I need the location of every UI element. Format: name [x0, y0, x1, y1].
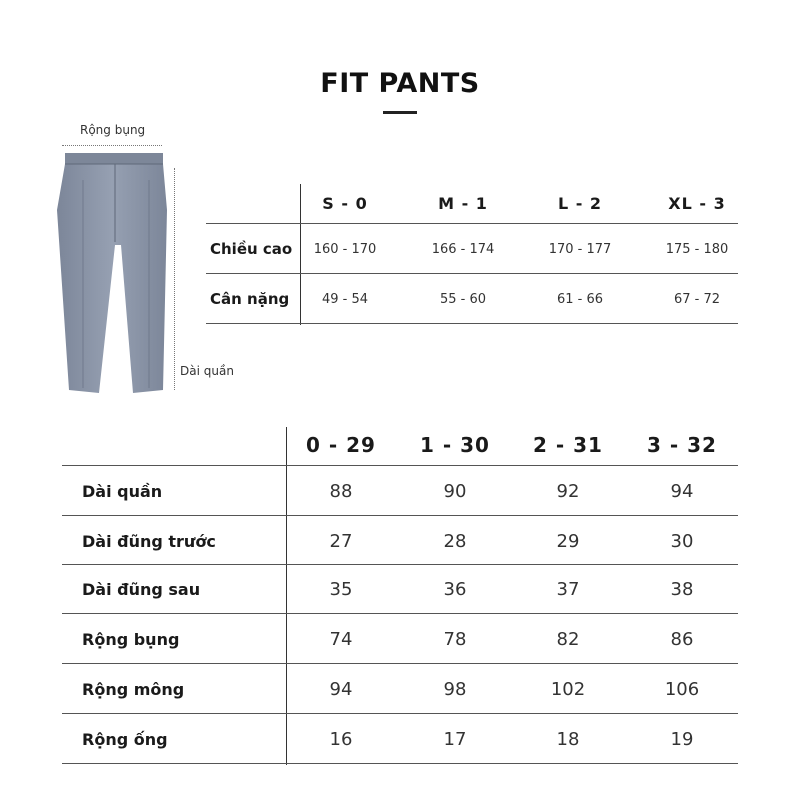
size-cell: 67 - 72 [673, 292, 721, 307]
length-label: Dài quần [180, 364, 234, 378]
measurement-header: 0 - 29 [306, 433, 376, 457]
size-cell: 166 - 174 [431, 242, 495, 257]
size-cell: 160 - 170 [313, 242, 377, 257]
measurement-cell: 94 [329, 679, 353, 700]
size-table-rule [206, 323, 738, 324]
measurement-table-rule [62, 465, 738, 466]
measurement-cell: 30 [670, 531, 694, 552]
size-cell: 170 - 177 [548, 242, 612, 257]
measurement-cell: 92 [556, 481, 580, 502]
size-header: XL - 3 [668, 194, 726, 213]
size-header: S - 0 [322, 194, 368, 213]
measurement-cell: 18 [556, 729, 580, 750]
measurement-cell: 98 [443, 679, 467, 700]
size-table-rule [206, 273, 738, 274]
measurement-cell: 88 [329, 481, 353, 502]
measurement-header: 1 - 30 [420, 433, 490, 457]
measurement-cell: 38 [670, 579, 694, 600]
measurement-header: 3 - 32 [647, 433, 717, 457]
measurement-table-rule [62, 564, 738, 565]
size-cell: 61 - 66 [556, 292, 604, 307]
size-row-label: Cân nặng [210, 290, 290, 308]
measurement-cell: 35 [329, 579, 353, 600]
measurement-cell: 16 [329, 729, 353, 750]
measurement-table-rule [62, 763, 738, 764]
measurement-row-label: Dài đũng trước [82, 532, 216, 551]
measurement-row-label: Rộng mông [82, 680, 185, 699]
measurement-cell: 19 [670, 729, 694, 750]
size-cell: 49 - 54 [321, 292, 369, 307]
measurement-cell: 29 [556, 531, 580, 552]
measurement-cell: 78 [443, 629, 467, 650]
measurement-cell: 74 [329, 629, 353, 650]
page-title: FIT PANTS [320, 68, 480, 99]
measurement-cell: 36 [443, 579, 467, 600]
measurement-cell: 17 [443, 729, 467, 750]
measurement-row-label: Rộng bụng [82, 630, 180, 649]
measurement-table-rule [62, 663, 738, 664]
measurement-table-rule [62, 613, 738, 614]
size-header: L - 2 [557, 194, 603, 213]
measurement-row-label: Dài đũng sau [82, 580, 201, 599]
measurement-cell: 37 [556, 579, 580, 600]
measurement-cell: 102 [550, 679, 586, 700]
size-header: M - 1 [438, 194, 488, 213]
measurement-cell: 90 [443, 481, 467, 502]
size-cell: 175 - 180 [665, 242, 729, 257]
measurement-row-label: Rộng ống [82, 730, 168, 749]
measurement-cell: 28 [443, 531, 467, 552]
measurement-table-rule [62, 515, 738, 516]
measurement-cell: 82 [556, 629, 580, 650]
size-table-rule [206, 223, 738, 224]
measurement-row-label: Dài quần [82, 482, 163, 501]
size-cell: 55 - 60 [439, 292, 487, 307]
waist-label: Rộng bụng [80, 123, 146, 137]
measurement-header: 2 - 31 [533, 433, 603, 457]
measurement-cell: 94 [670, 481, 694, 502]
waist-guide-line [62, 145, 162, 146]
measurement-cell: 106 [664, 679, 700, 700]
size-row-label: Chiều cao [210, 240, 293, 258]
title-underline [383, 111, 417, 114]
pants-illustration [55, 150, 175, 395]
measurement-table-rule [62, 713, 738, 714]
measurement-cell: 27 [329, 531, 353, 552]
measurement-cell: 86 [670, 629, 694, 650]
